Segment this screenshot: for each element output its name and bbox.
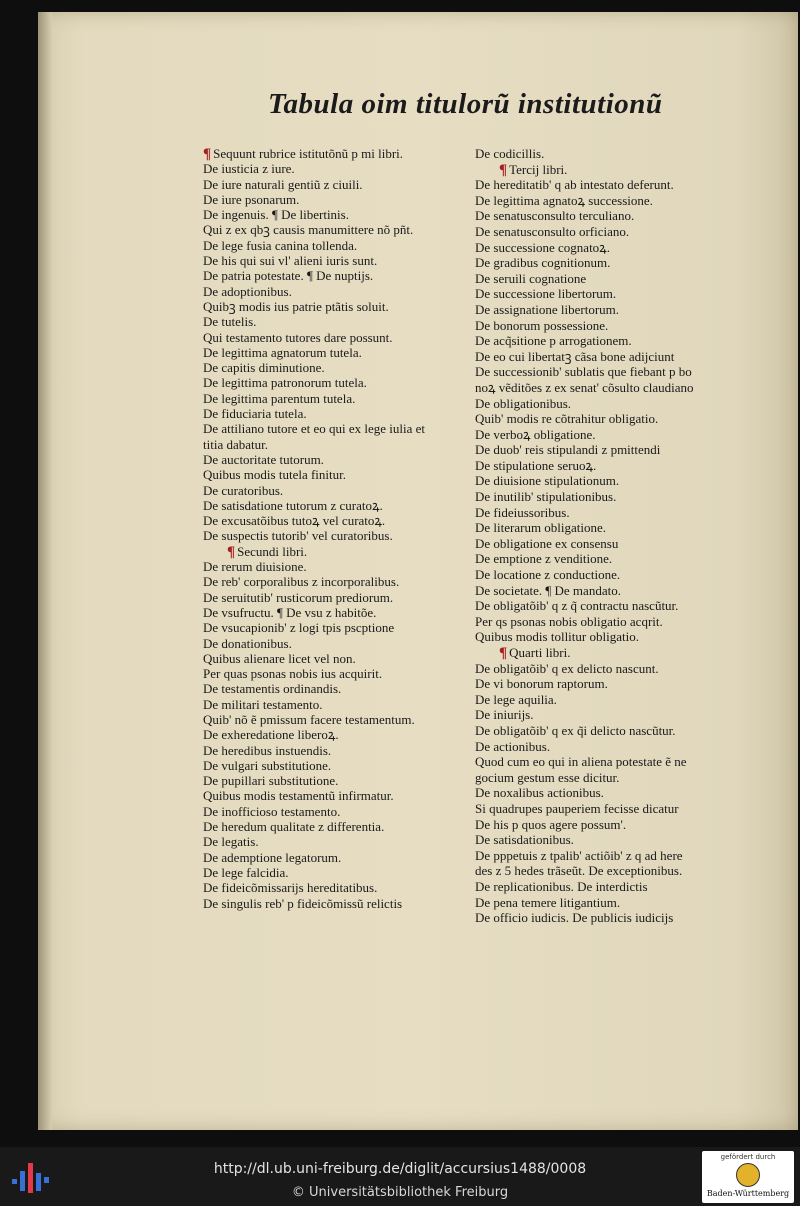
title-entry [475, 817, 745, 833]
title-entry [475, 255, 745, 271]
entry-text: De obligatione ex consensu [475, 535, 619, 551]
title-entry [475, 801, 745, 817]
rubric-heading [475, 162, 745, 178]
entry-text: De legatis. [203, 834, 259, 850]
title-entry [475, 707, 745, 723]
entry-text: Sequunt rubrice istitutõnũ p mi libri. [213, 146, 404, 161]
entry-text: De rerum diuisione. [203, 559, 307, 575]
entry-text: De obligatõib' q ex delicto nascunt. [475, 660, 659, 676]
title-entry [203, 819, 475, 834]
entry-text: De auctoritate tutorum. [203, 451, 324, 467]
pilcrow-icon: ¶ [227, 543, 236, 560]
entry-text: gocium gestum esse dicitur. [475, 769, 620, 785]
entry-text: Quod cum eo qui in aliena potestate ẽ ne [475, 754, 687, 770]
title-entry [203, 697, 475, 712]
entry-text: De successione cognatoꝝ. [475, 239, 610, 255]
title-entry [203, 727, 475, 742]
entry-text: De obligatõib' q ex q̃i delicto nascũtur. [475, 722, 676, 738]
entry-text: Qui testamento tutores dare possunt. [203, 329, 393, 345]
title-entry [475, 302, 745, 318]
title-entry [203, 559, 475, 574]
entry-text: Secundi libri. [237, 543, 308, 559]
title-entry [475, 661, 745, 677]
entry-text: De vsufructu. ¶ De vsu z habitõe. [203, 604, 377, 620]
title-entry [475, 614, 745, 630]
title-entry [475, 364, 745, 380]
pilcrow-icon: ¶ [499, 645, 508, 661]
title-entry [203, 467, 475, 482]
entry-text: De capitis diminutione. [203, 360, 325, 376]
entry-text: De duob' reis stipulandi z pmittendi [475, 442, 661, 458]
title-entry [475, 536, 745, 552]
bw-crest-icon [736, 1163, 760, 1187]
entry-text: De pppetuis z tpalib' actiõib' z q ad here [475, 847, 683, 863]
page-url-link[interactable]: http://dl.ub.uni-freiburg.de/diglit/accursius1488/0008 [213, 1161, 587, 1177]
title-entry [475, 754, 745, 770]
entry-text: De successione libertorum. [475, 286, 617, 302]
entry-text: De diuisione stipulationum. [475, 473, 620, 489]
entry-text: De senatusconsulto orficiano. [475, 223, 630, 239]
title-entry [475, 271, 745, 287]
entry-text: De replicationibus. De interdictis [475, 878, 648, 894]
entry-text: Quibus modis tollitur obligatio. [475, 629, 639, 645]
entry-text: De his p quos agere possum'. [475, 816, 627, 832]
title-entry [475, 551, 745, 567]
entry-text: De donationibus. [203, 635, 292, 651]
title-entry [203, 865, 475, 880]
title-entry [203, 391, 475, 406]
title-entry [203, 161, 475, 176]
entry-text: De officio iudicis. De publicis iudicijs [475, 910, 674, 926]
entry-text: De his qui sui vl' alieni iuris sunt. [203, 253, 378, 269]
title-entry [475, 177, 745, 193]
entry-text: Quibus modis tutela finitur. [203, 467, 346, 483]
entry-text: De suspectis tutorib' vel curatoribus. [203, 528, 393, 544]
sponsor-caption: gefördert durch [720, 1153, 776, 1161]
entry-text: Quarti libri. [509, 645, 571, 660]
entry-text: De actionibus. [475, 738, 551, 754]
entry-text: De satisdatione tutorum z curatoꝝ. [203, 497, 383, 513]
title-entry [475, 146, 745, 162]
title-entry [475, 692, 745, 708]
entry-text: De legittima agnatoꝝ successione. [475, 192, 653, 208]
entry-text: De singulis reb' p fideicõmissũ relictis [203, 895, 403, 911]
entry-text: De adoptionibus. [203, 283, 292, 299]
title-entry [475, 396, 745, 412]
entry-text: De legittima parentum tutela. [203, 390, 356, 406]
entry-text: De ademptione legatorum. [203, 849, 342, 865]
title-entry [203, 483, 475, 498]
title-entry [203, 360, 475, 375]
entry-text: De iusticia z iure. [203, 161, 295, 177]
entry-text: De curatoribus. [203, 482, 284, 498]
entry-text: De pena temere litigantium. [475, 894, 621, 910]
title-entry [203, 620, 475, 635]
title-entry [203, 375, 475, 390]
pilcrow-icon: ¶ [203, 146, 212, 162]
entry-text: De fideiussoribus. [475, 504, 570, 520]
entry-text: De exheredatione liberoꝝ. [203, 727, 339, 743]
entry-text: De noxalibus actionibus. [475, 785, 604, 801]
title-entry [203, 850, 475, 865]
entry-text: De senatusconsulto terculiano. [475, 208, 635, 224]
title-entry [203, 758, 475, 773]
entry-text: De seruili cognatione [475, 270, 587, 286]
copyright-text: © Universitätsbibliothek Freiburg [291, 1185, 509, 1200]
title-entry [203, 666, 475, 681]
title-entry [203, 222, 475, 237]
title-entry [475, 286, 745, 302]
title-entry [203, 498, 475, 513]
title-entry [475, 629, 745, 645]
title-entry [203, 513, 475, 528]
entry-text: Per quas psonas nobis ius acquirit. [203, 666, 383, 682]
title-entry [203, 284, 475, 299]
title-entry [475, 879, 745, 895]
title-entry [475, 427, 745, 443]
entry-text: De eo cui libertatꝫ cãsa bone adijciunt [475, 348, 675, 364]
entry-text: De inofficioso testamento. [203, 803, 341, 819]
entry-text: De assignatione libertorum. [475, 301, 620, 317]
pilcrow-icon: ¶ [499, 161, 508, 178]
rubric-heading [203, 146, 475, 161]
title-entry [203, 834, 475, 849]
title-entry [203, 299, 475, 314]
entry-text: De vsucapionib' z logi tpis pscptione [203, 620, 395, 636]
title-entry [475, 770, 745, 786]
entry-text: De iure psonarum. [203, 191, 300, 207]
title-entry [203, 712, 475, 727]
left-column [203, 146, 475, 911]
entry-text: De militari testamento. [203, 696, 323, 712]
rubric-heading [203, 544, 475, 559]
title-entry [475, 505, 745, 521]
title-entry [475, 583, 745, 599]
entry-text: De ingenuis. ¶ De libertinis. [203, 207, 349, 223]
title-entry [203, 268, 475, 283]
title-entry [203, 788, 475, 803]
title-entry [475, 832, 745, 848]
title-entry [475, 676, 745, 692]
title-entry [475, 785, 745, 801]
title-entry [475, 333, 745, 349]
entry-text: De attiliano tutore et eo qui ex lege iulia et [203, 421, 426, 437]
entry-text: De emptione z venditione. [475, 551, 613, 567]
title-entry [203, 314, 475, 329]
title-entry [475, 739, 745, 755]
entry-text: De iniurijs. [475, 707, 534, 723]
entry-text: De patria potestate. ¶ De nuptijs. [203, 268, 374, 284]
title-entry [203, 681, 475, 696]
title-entry [475, 723, 745, 739]
entry-text: De verboꝝ obligatione. [475, 426, 596, 442]
page-spine [38, 12, 52, 1130]
entry-text: Qui z ex qbꝫ causis manumittere nõ pñt. [203, 222, 414, 238]
title-entry [203, 452, 475, 467]
title-entry [203, 880, 475, 895]
entry-text: De satisdationibus. [475, 832, 574, 848]
entry-text: De gradibus cognitionum. [475, 255, 611, 271]
entry-text: De codicillis. [475, 146, 545, 161]
title-entry [203, 804, 475, 819]
title-entry [203, 605, 475, 620]
title-entry [475, 318, 745, 334]
entry-text: Per qs psonas nobis obligatio acqrit. [475, 613, 663, 629]
title-entry [475, 349, 745, 365]
page-title: Tabula oim titulorũ institutionũ [268, 88, 663, 120]
entry-text: De vulgari substitutione. [203, 757, 332, 773]
title-entry [475, 240, 745, 256]
title-entry [475, 863, 745, 879]
entry-text: De bonorum possessione. [475, 317, 609, 333]
entry-text: De societate. ¶ De mandato. [475, 582, 621, 598]
title-entry [203, 636, 475, 651]
rubric-heading [475, 645, 745, 661]
right-column [475, 146, 745, 926]
entry-text: noꝝ vẽditões z ex senat' cõsulto claudiano [475, 379, 694, 395]
title-entry [203, 238, 475, 253]
title-entry [203, 177, 475, 192]
entry-text: des z 5 hedes trãseũt. De exceptionibus. [475, 863, 683, 879]
entry-text: De vi bonorum raptorum. [475, 676, 608, 692]
title-entry [203, 330, 475, 345]
title-entry [475, 224, 745, 240]
entry-text: De inutilib' stipulationibus. [475, 489, 617, 505]
entry-text: De hereditatib' q ab intestato deferunt. [475, 177, 674, 193]
title-entry [475, 520, 745, 536]
footer-bar [0, 1147, 800, 1206]
entry-text: De heredum qualitate z differentia. [203, 819, 385, 835]
title-entry [475, 380, 745, 396]
sponsor-name: Baden-Württemberg [706, 1189, 790, 1198]
title-entry [203, 345, 475, 360]
title-entry [475, 848, 745, 864]
title-entry [203, 421, 475, 436]
entry-text: Quib' modis re cõtrahitur obligatio. [475, 411, 659, 427]
entry-text: De lege aquilia. [475, 691, 557, 707]
entry-text: titia dabatur. [203, 436, 268, 452]
title-entry [475, 567, 745, 583]
title-entry [203, 253, 475, 268]
entry-text: De fiduciaria tutela. [203, 406, 307, 422]
entry-text: De reb' corporalibus z incorporalibus. [203, 574, 400, 590]
title-entry [203, 773, 475, 788]
entry-text: De legittima patronorum tutela. [203, 375, 367, 391]
entry-text: De successionib' sublatis que fiebant p bo [475, 364, 692, 380]
title-entry [203, 590, 475, 605]
entry-text: De lege fusia canina tollenda. [203, 237, 358, 253]
title-entry [475, 442, 745, 458]
entry-text: De fideicõmissarijs hereditatibus. [203, 880, 378, 896]
title-entry [203, 406, 475, 421]
entry-text: De heredibus instuendis. [203, 742, 332, 758]
entry-text: De locatione z conductione. [475, 567, 621, 583]
title-entry [203, 896, 475, 911]
entry-text: Quibus alienare licet vel non. [203, 650, 356, 666]
entry-text: De obligationibus. [475, 395, 572, 411]
title-entry [475, 208, 745, 224]
title-entry [203, 743, 475, 758]
entry-text: Tercij libri. [509, 161, 568, 177]
title-entry [475, 489, 745, 505]
entry-text: Quib' nõ ẽ pmissum facere testamentum. [203, 711, 415, 727]
entry-text: De acq̃sitione p arrogationem. [475, 333, 632, 349]
entry-text: De literarum obligatione. [475, 520, 607, 536]
title-entry [475, 473, 745, 489]
title-entry [475, 895, 745, 911]
title-entry [475, 458, 745, 474]
entry-text: De tutelis. [203, 314, 257, 330]
title-entry [475, 598, 745, 614]
title-entry [203, 207, 475, 222]
entry-text: Si quadrupes pauperiem fecisse dicatur [475, 800, 679, 816]
title-entry [203, 574, 475, 589]
entry-text: Quibꝫ modis ius patrie ptãtis soluit. [203, 298, 389, 314]
entry-text: De obligatõib' q z q̃ contractu nascũtur. [475, 598, 679, 614]
entry-text: De pupillari substitutione. [203, 773, 339, 789]
title-entry [203, 437, 475, 452]
entry-text: De iure naturali gentiũ z ciuili. [203, 176, 363, 192]
entry-text: De testamentis ordinandis. [203, 681, 342, 697]
sponsor-badge[interactable] [702, 1151, 794, 1203]
entry-text: De stipulatione seruoꝝ. [475, 457, 597, 473]
entry-text: De seruitutib' rusticorum prediorum. [203, 589, 394, 605]
entry-text: De excusatõibus tutoꝝ vel curatoꝝ. [203, 513, 386, 529]
title-entry [203, 192, 475, 207]
title-entry [475, 193, 745, 209]
title-entry [475, 411, 745, 427]
title-entry [203, 528, 475, 543]
title-entry [475, 910, 745, 926]
entry-text: De legittima agnatorum tutela. [203, 344, 362, 360]
entry-text: Quibus modis testamentũ infirmatur. [203, 788, 394, 804]
title-entry [203, 651, 475, 666]
entry-text: De lege falcidia. [203, 864, 289, 880]
